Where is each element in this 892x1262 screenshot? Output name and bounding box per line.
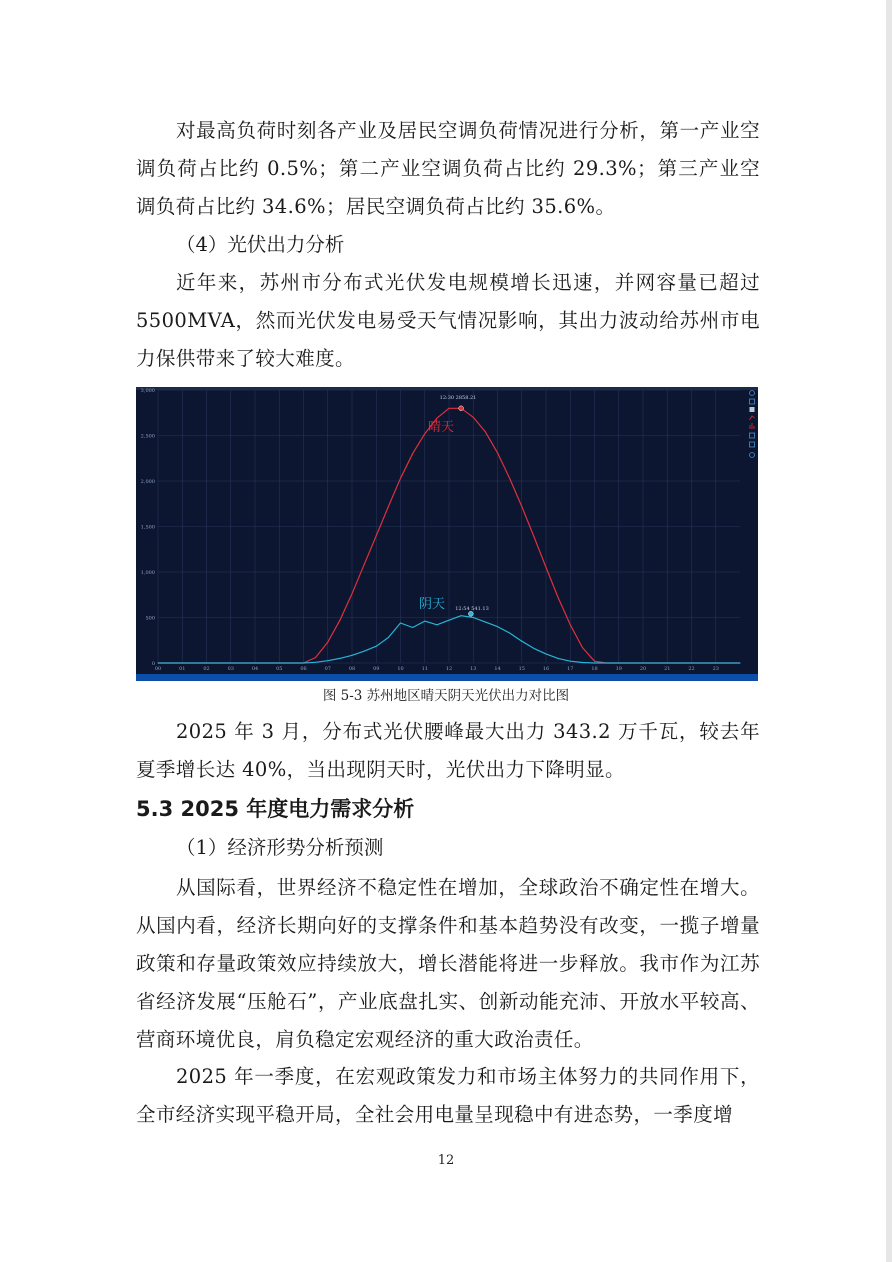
data-point — [727, 663, 728, 664]
data-point — [509, 478, 510, 479]
data-point — [352, 593, 353, 594]
data-point — [194, 663, 195, 664]
page-edge-strip — [886, 0, 892, 1262]
data-point — [667, 663, 668, 664]
data-point — [400, 478, 401, 479]
x-tick-label: 18 — [591, 666, 598, 672]
data-point — [715, 663, 716, 664]
data-point — [449, 408, 450, 409]
data-point — [558, 597, 559, 598]
paragraph-pv-peak: 2025 年 3 月，分布式光伏腰峰最大出力 343.2 万千瓦，较去年夏季增长达 40%，当出现阴天时，光伏出力下降明显。 — [136, 720, 760, 781]
data-point — [679, 663, 680, 664]
x-tick-label: 22 — [688, 666, 695, 672]
data-point — [594, 663, 595, 664]
data-point — [691, 663, 692, 664]
subheading-pv-output: （4）光伏出力分析 — [176, 233, 345, 256]
x-tick-label: 10 — [397, 666, 404, 672]
cloudy-peak-label: 12:54 541.13 — [455, 606, 489, 612]
grid-view-icon[interactable] — [750, 407, 755, 412]
x-tick-label: 16 — [542, 666, 550, 672]
x-tick-label: 04 — [251, 666, 259, 672]
x-tick-label: 01 — [179, 666, 186, 672]
page-number: 12 — [437, 1153, 455, 1168]
data-point — [182, 663, 183, 664]
data-point — [485, 431, 486, 432]
x-tick-label: 08 — [348, 666, 356, 672]
data-point — [461, 615, 462, 616]
data-point — [364, 651, 365, 652]
data-point — [473, 617, 474, 618]
paragraph-q1: 2025 年一季度，在宏观政策发力和市场主体努力的共同作用下，全市经济实现平稳开局，全社会用电量呈现稳中有进态势，一季度增 — [136, 1065, 760, 1126]
data-point — [327, 642, 328, 643]
x-tick-label: 17 — [567, 666, 574, 672]
data-point — [170, 663, 171, 664]
data-point — [400, 623, 401, 624]
y-tick-label: 1,500 — [140, 524, 155, 531]
data-point — [327, 660, 328, 661]
y-tick-label: 1,000 — [140, 570, 155, 576]
data-point — [291, 663, 292, 664]
data-point — [630, 663, 631, 664]
y-tick-label: 2,000 — [140, 479, 155, 485]
x-tick-label: 11 — [421, 666, 428, 672]
data-point — [267, 663, 268, 664]
peak-marker — [459, 406, 464, 411]
data-point — [218, 663, 219, 664]
data-point — [740, 663, 741, 664]
data-point — [558, 658, 559, 659]
data-point — [158, 663, 159, 664]
pv-output-chart — [136, 387, 758, 681]
data-point — [206, 663, 207, 664]
section-heading: 5.3 2025 年度电力需求分析 — [136, 797, 415, 821]
data-point — [436, 624, 437, 625]
y-tick-label: 500 — [145, 615, 155, 622]
data-point — [412, 627, 413, 628]
y-tick-label: 0 — [151, 661, 155, 667]
data-point — [339, 658, 340, 659]
x-tick-label: 05 — [276, 666, 283, 672]
data-point — [412, 453, 413, 454]
data-point — [473, 417, 474, 418]
data-point — [279, 663, 280, 664]
data-point — [594, 661, 595, 662]
data-point — [255, 663, 256, 664]
data-point — [546, 567, 547, 568]
data-point — [388, 637, 389, 638]
x-tick-label: 02 — [203, 666, 210, 672]
series-label-sunny: 晴天 — [427, 420, 455, 435]
data-point — [570, 661, 571, 662]
x-tick-label: 19 — [615, 666, 622, 672]
paragraph-economy: 从国际看，世界经济不稳定性在增加，全球政治不确定性在增大。从国内看，经济长期向好的支撑条件和基本趋势没有改变，一揽子增量政策和存量政策效应持续放大，增长潜能将进一步释放。我市作为江苏省经济发展“压舱石”，产业底盘扎实、创新动能充沛、开放水平较高、营商环境优良，肩负稳定宏观经济的重大政治责任。 — [136, 876, 760, 1051]
chart-top-border — [136, 387, 758, 390]
x-tick-label: 21 — [664, 666, 671, 672]
data-point — [242, 663, 243, 664]
data-point — [643, 663, 644, 664]
data-point — [546, 653, 547, 654]
paragraph-pv-intro: 近年来，苏州市分布式光伏发电规模增长迅速，并网容量已超过 5500MVA，然而光伏发电易受天气情况影响，其出力波动给苏州市电力保供带来了较大难度。 — [136, 271, 760, 370]
y-tick-label: 2,500 — [140, 433, 155, 440]
data-point — [521, 641, 522, 642]
data-point — [606, 663, 607, 664]
y-tick-label: 3,000 — [140, 388, 155, 394]
data-point — [509, 633, 510, 634]
data-point — [582, 662, 583, 663]
x-tick-label: 09 — [373, 666, 380, 672]
data-point — [376, 535, 377, 536]
data-point — [303, 663, 304, 664]
x-tick-label: 23 — [712, 666, 719, 672]
data-point — [703, 663, 704, 664]
chart-svg — [136, 387, 758, 681]
data-point — [315, 657, 316, 658]
data-point — [521, 506, 522, 507]
paragraph-ac-load: 对最高负荷时刻各产业及居民空调负荷情况进行分析，第一产业空调负荷占比约 0.5%；第二产业空调负荷占比约 29.3%；第三产业空调负荷占比约 34.6%；居民空调负荷占比约 35.6%。 — [136, 119, 760, 218]
data-point — [497, 452, 498, 453]
series-label-cloudy: 阴天 — [418, 597, 446, 612]
data-point — [376, 646, 377, 647]
x-tick-label: 03 — [227, 666, 234, 672]
data-point — [339, 620, 340, 621]
chart-bottom-bar — [136, 674, 758, 681]
data-point — [618, 663, 619, 664]
data-point — [497, 626, 498, 627]
x-tick-label: 20 — [639, 666, 647, 672]
peak-marker — [468, 611, 473, 616]
x-tick-label: 07 — [324, 666, 331, 672]
data-point — [388, 506, 389, 507]
data-point — [533, 648, 534, 649]
data-point — [315, 662, 316, 663]
subheading-economy: （1）经济形势分析预测 — [176, 836, 384, 859]
data-point — [436, 418, 437, 419]
data-point — [533, 536, 534, 537]
x-tick-label: 14 — [494, 666, 501, 672]
data-point — [364, 564, 365, 565]
x-tick-label: 00 — [154, 666, 162, 672]
x-tick-label: 06 — [300, 666, 307, 672]
x-tick-label: 15 — [518, 666, 525, 672]
x-tick-label: 13 — [470, 666, 477, 672]
sunny-peak-label: 12:30 2858.21 — [439, 395, 477, 401]
data-point — [655, 663, 656, 664]
data-point — [582, 647, 583, 648]
data-point — [449, 620, 450, 621]
figure-caption: 图 5-3 苏州地区晴天阴天光伏出力对比图 — [322, 688, 570, 704]
data-point — [352, 655, 353, 656]
data-point — [424, 433, 425, 434]
x-tick-label: 12 — [445, 666, 453, 672]
data-point — [230, 663, 231, 664]
data-point — [424, 621, 425, 622]
data-point — [485, 622, 486, 623]
data-point — [570, 624, 571, 625]
